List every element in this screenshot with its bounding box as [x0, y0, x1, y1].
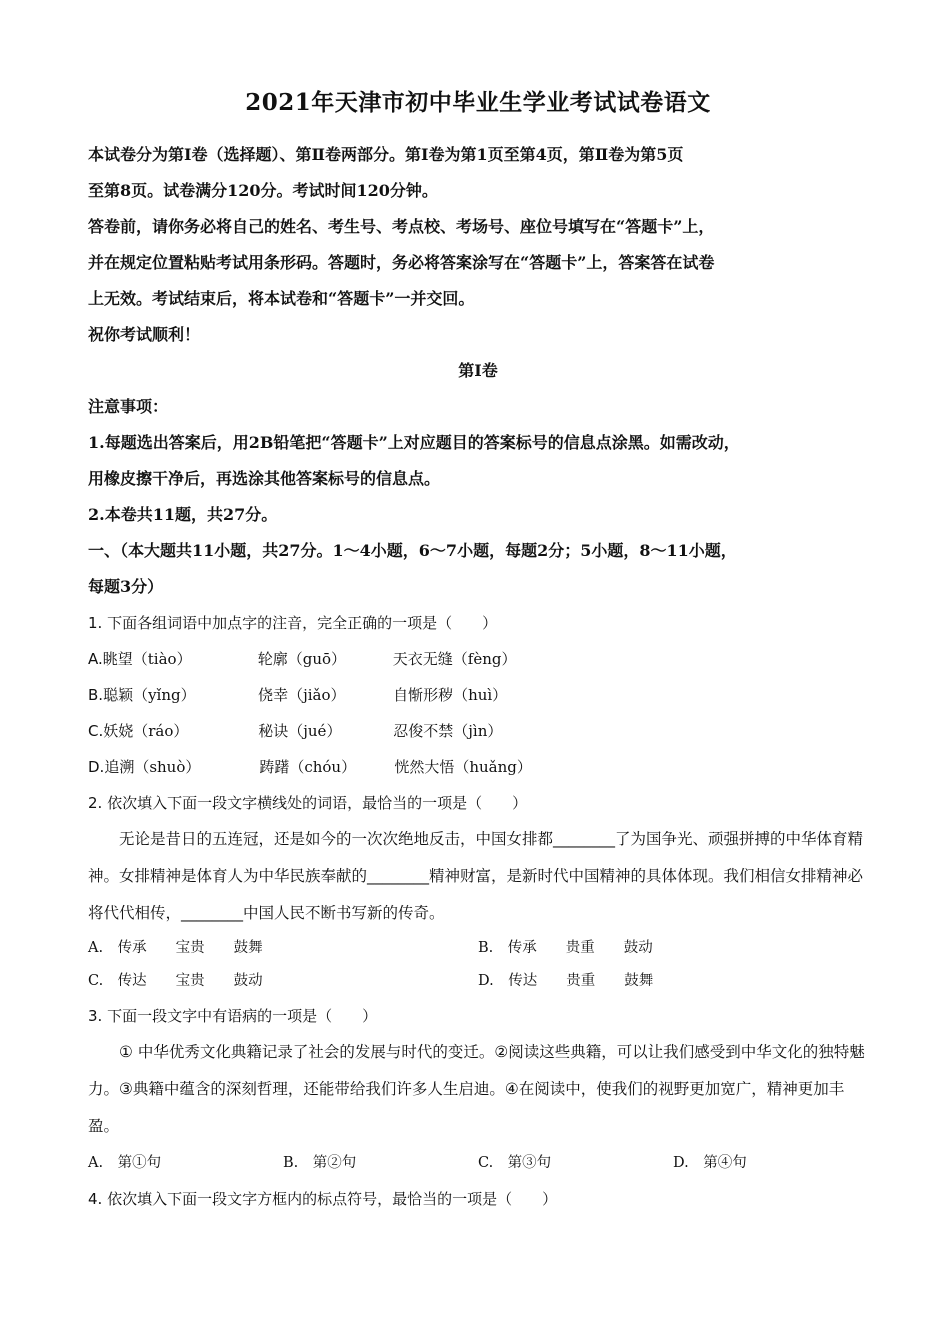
answer-option[interactable]	[88, 749, 868, 785]
intro-line: 并在规定位置粘贴考试用条形码。答题时，务必将答案涂写在“答题卡”上，答案答在试卷	[88, 253, 715, 272]
notes-line: 每题3分）	[88, 577, 164, 596]
intro-line: 祝你考试顺利！	[88, 325, 201, 344]
section-heading: 第Ⅰ卷	[458, 361, 498, 380]
answer-option[interactable]	[88, 641, 868, 677]
answer-option[interactable]: B. 第②句	[283, 1155, 357, 1171]
option-word: 聪颖（yǐng）	[103, 686, 196, 704]
option-word: 秘诀（jué）	[258, 722, 342, 740]
question-number: 4	[88, 1190, 98, 1208]
notes-line: 用橡皮擦干净后，再选涂其他答案标号的信息点。	[88, 469, 441, 488]
answer-option[interactable]	[88, 713, 868, 749]
option-label: C.	[88, 722, 104, 740]
notes-line: 2.本卷共11题，共27分。	[88, 505, 278, 524]
question-stem	[88, 605, 868, 641]
question-text: . 下面各组词语中加点字的注音，完全正确的一项是（ ）	[97, 614, 498, 632]
answer-option[interactable]: D. 第④句	[673, 1155, 747, 1171]
option-word: 天衣无缝（fèng）	[392, 650, 517, 668]
intro-line: 至第8页。试卷满分120分。考试时间120分钟。	[88, 181, 438, 200]
answer-option[interactable]: A. 传承 宝贵 鼓舞	[88, 940, 263, 956]
intro-line: 答卷前，请你务必将自己的姓名、考生号、考点校、考场号、座位号填写在“答题卡”上，	[88, 217, 715, 236]
answer-option[interactable]: C. 传达 宝贵 鼓动	[88, 973, 263, 989]
question-text: . 依次填入下面一段文字方框内的标点符号，最恰当的一项是（ ）	[97, 1190, 558, 1208]
answer-option[interactable]	[88, 677, 868, 713]
options-row	[88, 932, 868, 965]
option-word: 踌躇（chóu）	[259, 758, 357, 776]
answer-option[interactable]: A. 第①句	[88, 1155, 162, 1171]
question-number: 3	[88, 1007, 98, 1025]
answer-option[interactable]: B. 传承 贵重 鼓动	[478, 940, 653, 956]
question-3	[88, 998, 868, 1181]
notes-line: 一、（本大题共11小题，共27分。1～4小题，6～7小题，每题2分；5小题，8～11小题，	[88, 541, 737, 560]
option-word: 侥幸（jiǎo）	[258, 686, 346, 704]
option-word: 自惭形秽（huì）	[393, 686, 508, 704]
question-text: . 下面一段文字中有语病的一项是（ ）	[97, 1007, 378, 1025]
notes-block	[88, 389, 868, 605]
intro-line: 上无效。考试结束后，将本试卷和“答题卡”一并交回。	[88, 289, 475, 308]
exam-page	[88, 84, 868, 1217]
question-stem	[88, 998, 868, 1034]
option-label: A.	[88, 650, 103, 668]
options-row	[88, 965, 868, 998]
option-word: 追溯（shuò）	[104, 758, 201, 776]
notes-line: 1.每题选出答案后，用2B铅笔把“答题卡”上对应题目的答案标号的信息点涂黑。如需改动，	[88, 433, 740, 452]
option-word: 忍俊不禁（jìn）	[393, 722, 503, 740]
question-4	[88, 1181, 868, 1217]
question-text: . 依次填入下面一段文字横线处的词语，最恰当的一项是（ ）	[97, 794, 528, 812]
option-word: 妖娆（ráo）	[103, 722, 189, 740]
intro-block	[88, 137, 868, 353]
question-stem	[88, 1181, 868, 1217]
question-number: 1	[88, 614, 98, 632]
option-label: D.	[88, 758, 105, 776]
option-word: 眺望（tiào）	[102, 650, 192, 668]
question-stem	[88, 785, 868, 821]
question-number: 2	[88, 794, 98, 812]
option-word: 轮廓（guō）	[257, 650, 347, 668]
question-passage: 无论是昔日的五连冠，还是如今的一次次绝地反击，中国女排都________了为国争光、顽强拼搏的中华体育精神。女排精神是体育人为中华民族奉献的________精神财富，是新时代中国精神的具体体现。我们相信女排精神必将代代相传，________中国人民不断书写新的传奇。	[88, 830, 864, 922]
question-passage: ① 中华优秀文化典籍记录了社会的发展与时代的变迁。②阅读这些典籍，可以让我们感受到中华文化的独特魅力。③典籍中蕴含的深刻哲理，还能带给我们许多人生启迪。④在阅读中，使我们的视野更加宽广，精神更加丰盈。	[88, 1043, 865, 1135]
intro-line: 本试卷分为第Ⅰ卷（选择题）、第Ⅱ卷两部分。第Ⅰ卷为第1页至第4页，第Ⅱ卷为第5页	[88, 145, 684, 164]
question-2	[88, 785, 868, 998]
option-word: 恍然大悟（huǎng）	[394, 758, 532, 776]
options-row	[88, 1145, 868, 1181]
notes-heading: 注意事项：	[88, 397, 169, 416]
question-1	[88, 605, 868, 785]
answer-option[interactable]: C. 第③句	[478, 1155, 552, 1171]
answer-option[interactable]: D. 传达 贵重 鼓舞	[478, 973, 654, 989]
page-title: 2021年天津市初中毕业生学业考试试卷语文	[245, 89, 711, 116]
option-label: B.	[88, 686, 104, 704]
